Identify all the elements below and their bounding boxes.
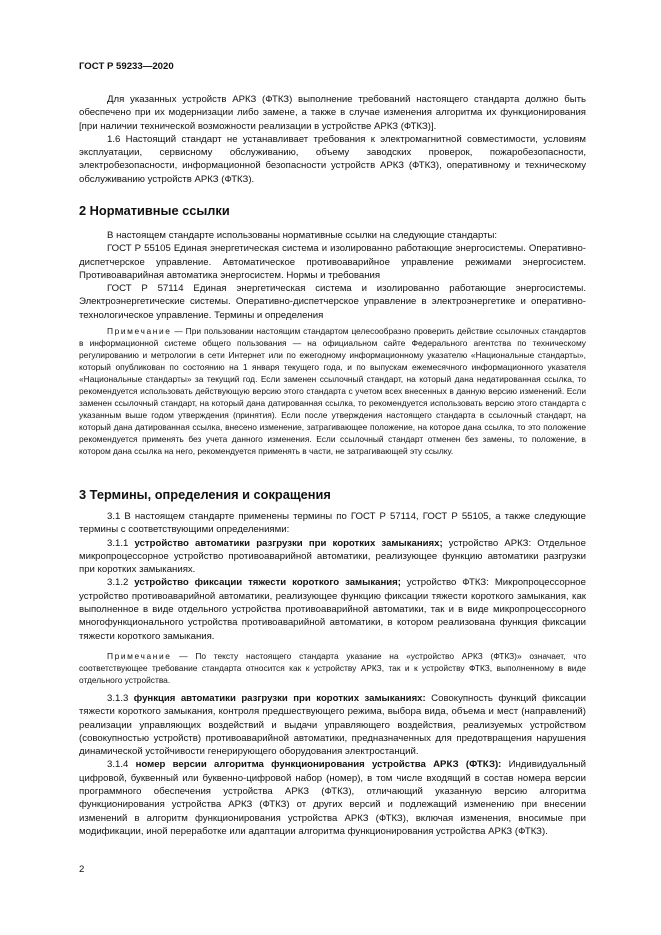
term-definition: устройство АРКЗ: Отдельное микропроцессорное устройство противоаварийной автоматики, реализующее функцию автоматики разгрузки при коротких замыканиях.	[79, 537, 586, 576]
term-name: номер версии алгоритма функционирования устройства АРКЗ (ФТКЗ):	[135, 759, 502, 771]
section-3-title	[79, 487, 586, 502]
page-number: 2	[79, 864, 85, 875]
section-3-terms	[79, 510, 586, 643]
intro-block	[79, 93, 586, 186]
term-3-1-1	[79, 537, 586, 577]
section-2-title	[79, 203, 586, 218]
term-name: устройство фиксации тяжести короткого замыкания;	[134, 577, 401, 589]
intro-paragraph-1: Для указанных устройств АРКЗ (ФТКЗ) выполнение требований настоящего стандарта должно быть обеспечено при их модернизации либо замене, а также в случае изменения алгоритма их функционирования [при наличии технической возможности реализации в устройстве АРКЗ (ФТКЗ)].	[79, 94, 586, 132]
note-text: — По тексту настоящего стандарта указание на «устройство АРКЗ (ФТКЗ)» означает, что соответствующее требование стандарта относится как к устройству АРКЗ, так и к устройству ФТКЗ, выполненному в виде отдельного устройства.	[79, 651, 586, 685]
term-definition: устройство ФТКЗ: Микропроцессорное устройство противоаварийной автоматики, реализующее функцию фиксации тяжести короткого замыкания, как выполненное в виде отдельного устройства противоаварийной автоматики, так и в виде микропроцессорного многофункционального устройства противоаварийной автоматики, в котором реализована функция фиксации тяжести короткого замыкания.	[79, 577, 586, 642]
term-definition: Совокупность функций фиксации тяжести короткого замыкания, контроля предшествующего режима, выбора вида, объема и мест (направлений) реализации управляющих воздействий и выдачи управляющего воздействия, реализуемых устройством (совокупностью устройств) противоаварийной автоматики, предназначенных для предотвращения нарушения динамической устойчивости генерирующего оборудования электростанций.	[79, 693, 586, 758]
note-text: — При пользовании настоящим стандартом целесообразно проверить действие ссылочных стандартов в информационной системе общего пользования — на официальном сайте Федерального агентства по техническому регулированию и метрологии в сети Интернет или по ежегодному информационному указателю «Национальные стандарты», который опубликован по состоянию на 1 января текущего года, и по выпускам ежемесячного информационного указателя «Национальные стандарты» за текущий год. Если заменен ссылочный стандарт, на который дана недатированная ссылка, то рекомендуется использовать действующую версию этого стандарта с учетом всех внесенных в данную версию изменений. Если заменен ссылочный стандарт, на который дана датированная ссылка, то рекомендуется использовать версию этого стандарта с указанным выше годом утверждения (принятия). Если после утверждения настоящего стандарта в ссылочный стандарт, на который дана датированная ссылка, внесено изменение, затрагивающее положение, на которое дана ссылка, то это положение рекомендуется применять без учета данного изменения. Если ссылочный стандарт отменен без замены, то положение, в котором дана ссылка на него, рекомендуется применять в части, не затрагивающей эту ссылку.	[79, 326, 586, 456]
section-3-note	[79, 650, 586, 686]
term-3-1-2	[79, 576, 586, 642]
note-label: Примечание	[107, 326, 172, 336]
term-name: функция автоматики разгрузки при коротких замыканиях:	[133, 693, 426, 704]
section-2-paragraph-1: В настоящем стандарте использованы нормативные ссылки на следующие стандарты:	[107, 230, 498, 241]
note-label: Примечание	[107, 651, 172, 661]
section-2-note	[79, 325, 586, 457]
term-number: 3.1.4	[107, 759, 136, 771]
term-number: 3.1.1	[107, 537, 135, 549]
reference-gost-57114: ГОСТ Р 57114 Единая энергетическая система и изолированно работающие энергосистемы. Электроэнергетические системы. Оперативно-диспетчерское управление в электроэнергетике и оперативно-технологическое управление. Термины и определения	[79, 283, 586, 321]
term-number: 3.1.2	[107, 577, 135, 589]
term-name: устройство автоматики разгрузки при коротких замыканиях;	[134, 537, 443, 549]
note-paragraph	[79, 650, 586, 686]
running-header-standard-id: ГОСТ Р 59233—2020	[79, 61, 174, 72]
section-heading: 3 Термины, определения и сокращения	[79, 487, 331, 502]
term-definition: Индивидуальный цифровой, буквенный или буквенно-цифровой набор (номер), в том числе входящий в состав номера версии программного обеспечения устройства АРКЗ (ФТКЗ), отличающий указанную версию алгоритма функционирования устройства АРКЗ (ФТКЗ) от других версий и подлежащий изменению при внесении изменений в алгоритм функционирования устройства АРКЗ (ФТКЗ), включая изменения, вносимые при модификации, иной переработке или адаптации алгоритма функционирования устройства АРКЗ (ФТКЗ).	[79, 759, 586, 837]
section-3-paragraph-1: 3.1 В настоящем стандарте применены термины по ГОСТ Р 57114, ГОСТ Р 55105, а также следующие термины с соответствующими определениями:	[79, 511, 586, 536]
intro-paragraph-2: 1.6 Настоящий стандарт не устанавливает требования к электромагнитной совместимости, условиям эксплуатации, сервисному обслуживанию, объему заводских проверок, пожаробезопасности, электробезопасности, информационной безопасности устройств АРКЗ (ФТКЗ), оперативному и техническому обслуживанию устройств АРКЗ (ФТКЗ).	[79, 133, 586, 185]
section-2-body	[79, 229, 586, 322]
term-number: 3.1.3	[107, 693, 134, 704]
term-3-1-4	[79, 758, 586, 838]
section-heading: 2 Нормативные ссылки	[79, 203, 230, 218]
reference-gost-55105: ГОСТ Р 55105 Единая энергетическая система и изолированно работающие энергосистемы. Оперативно-диспетчерское управление. Автоматическое противоаварийное управление режимами энергосистем. Противоаварийная автоматика энергосистем. Нормы и требования	[79, 243, 586, 281]
section-3-terms-continued	[79, 692, 586, 838]
term-3-1-3	[79, 692, 586, 758]
note-paragraph	[79, 325, 586, 457]
